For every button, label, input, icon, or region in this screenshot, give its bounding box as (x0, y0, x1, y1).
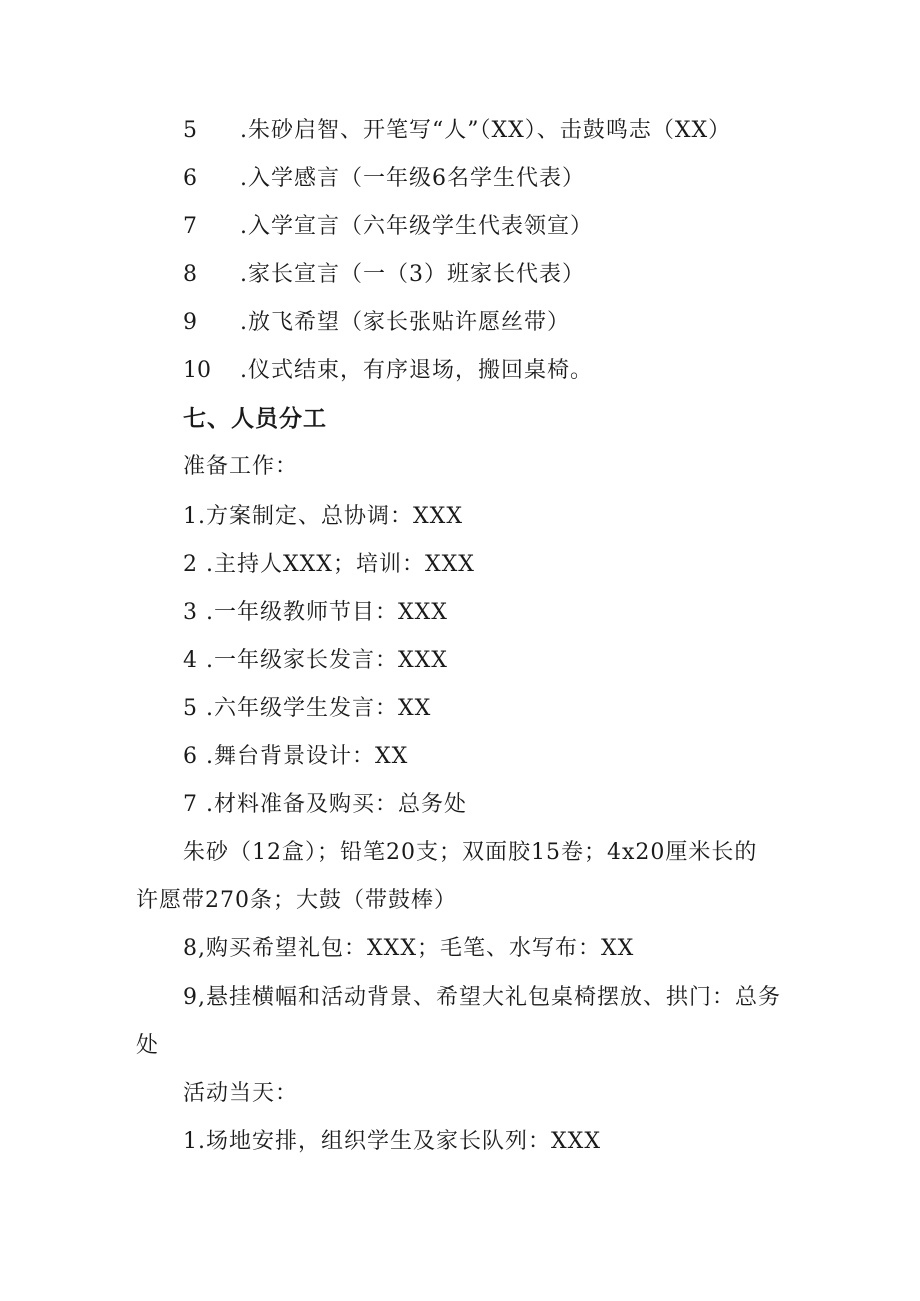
step-number: 7 (183, 214, 197, 239)
prep-label: 准备工作： (183, 454, 299, 479)
step-text: .朱砂启智、开笔写“人”（XX）、击鼓鸣志（XX） (240, 118, 732, 143)
step-text: .入学宣言（六年级学生代表领宣） (240, 214, 593, 239)
step-text: .家长宣言（一（3）班家长代表） (240, 262, 585, 287)
day-label: 活动当天： (183, 1081, 299, 1106)
prep-item: 6 .舞台背景设计：XX (183, 744, 409, 769)
step-text: .入学感言（一年级6名学生代表） (240, 166, 585, 191)
section-heading: 七、人员分工 (183, 406, 327, 432)
step-number: 6 (183, 166, 197, 191)
prep-item: 9,悬挂横幅和活动背景、希望大礼包桌椅摆放、拱门：总务 (183, 985, 781, 1010)
step-number: 8 (183, 262, 197, 287)
prep-item: 2 .主持人XXX；培训：XXX (183, 552, 475, 577)
prep-item: 5 .六年级学生发言：XX (183, 696, 432, 721)
prep-item: 1.方案制定、总协调：XXX (183, 504, 463, 529)
prep-item: 3 .一年级教师节目：XXX (183, 600, 448, 625)
step-text: .放飞希望（家长张贴许愿丝带） (240, 310, 570, 335)
prep-item: 4 .一年级家长发言：XXX (183, 648, 448, 673)
step-number: 10 (183, 358, 211, 383)
materials-paragraph-line: 许愿带270条；大鼓（带鼓棒） (136, 888, 457, 913)
prep-item-continuation: 处 (136, 1033, 160, 1058)
prep-item: 8,购买希望礼包：XXX；毛笔、水写布：XX (183, 936, 635, 961)
step-number: 5 (183, 118, 197, 143)
day-item: 1.场地安排，组织学生及家长队列：XXX (183, 1129, 601, 1154)
prep-item: 7 .材料准备及购买：总务处 (183, 792, 467, 817)
materials-paragraph-line: 朱砂（12盒）；铅笔20支；双面胶15卷；4x20厘米长的 (183, 840, 758, 865)
step-text: .仪式结束，有序退场，搬回桌椅。 (240, 358, 593, 383)
step-number: 9 (183, 310, 197, 335)
